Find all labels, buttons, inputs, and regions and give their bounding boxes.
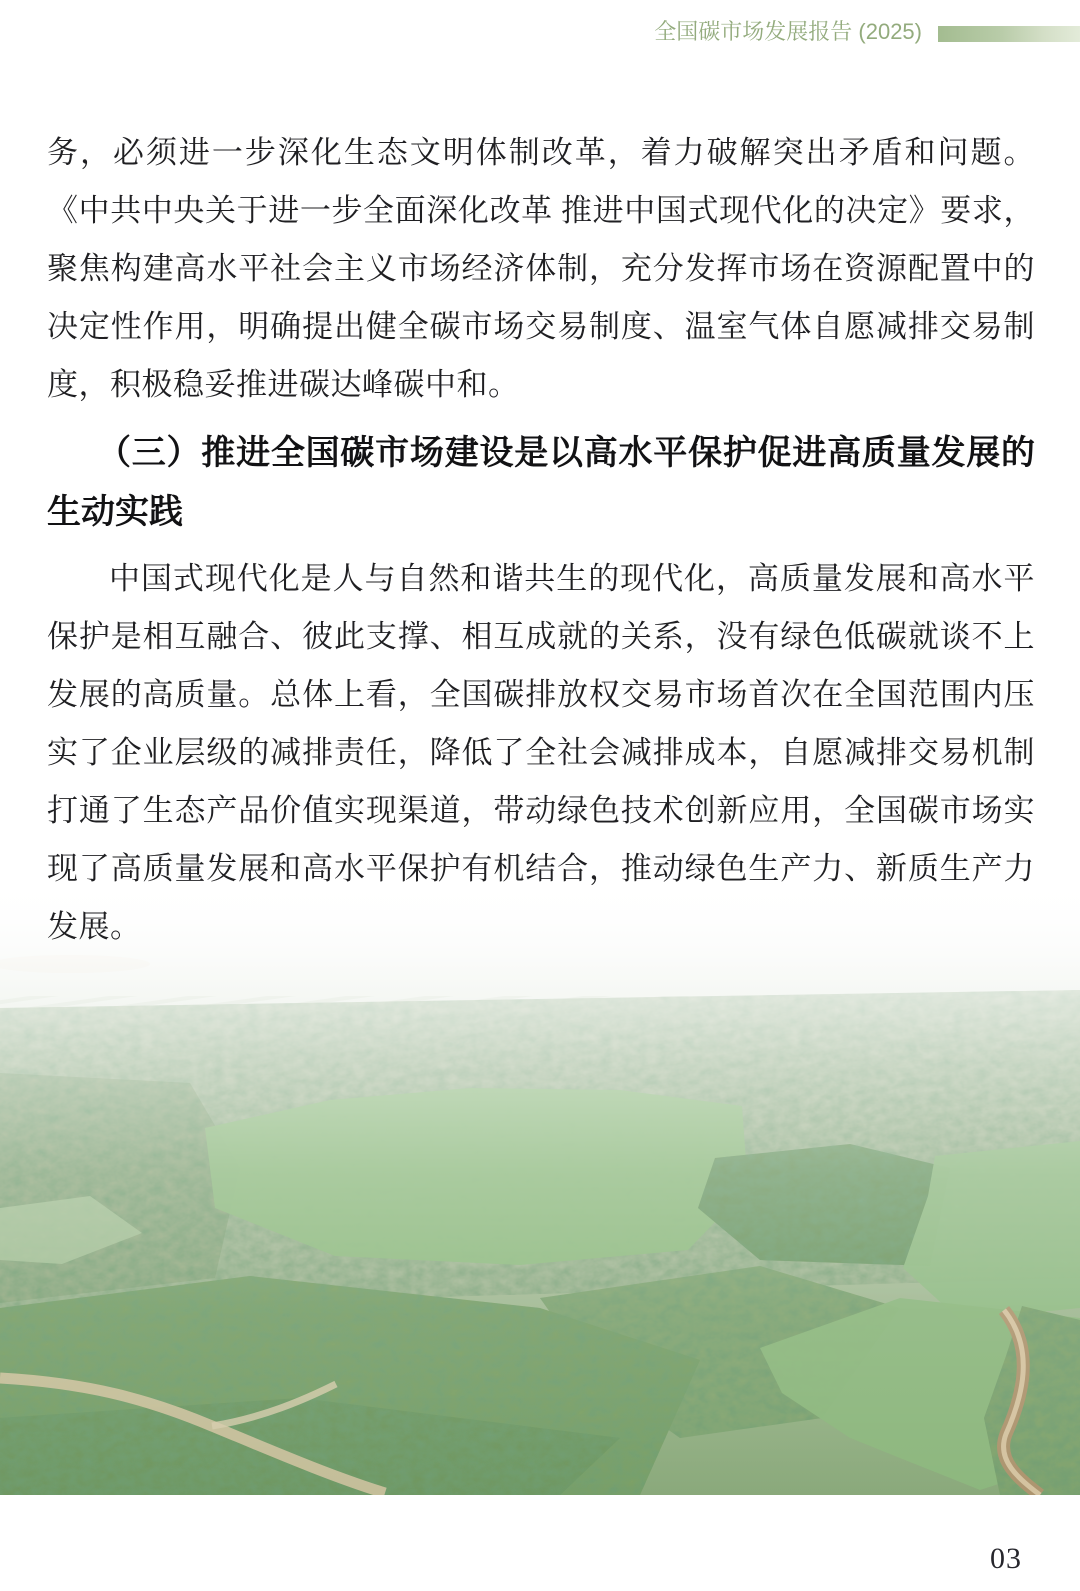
header-accent-bar bbox=[938, 26, 1080, 42]
section-heading: （三）推进全国碳市场建设是以高水平保护促进高质量发展的生动实践 bbox=[47, 434, 1035, 531]
report-title: 全国碳市场发展报告 (2025) bbox=[654, 19, 922, 44]
photo-fog-overlay bbox=[0, 878, 1080, 1495]
page-number: 03 bbox=[990, 1542, 1022, 1575]
paragraph-continuation: 务，必须进一步深化生态文明体制改革，着力破解突出矛盾和问题。《中共中央关于进一步全面深化改革 推进中国式现代化的决定》要求，聚焦构建高水平社会主义市场经济体制，充分发挥市场在资源配置中的决定性作用，明确提出健全碳市场交易制度、温室气体自愿减排交易制度，积极稳妥推进碳达峰碳中和。 bbox=[47, 135, 1035, 402]
aerial-forest-fields-photo bbox=[0, 878, 1080, 1495]
paragraph-body: 中国式现代化是人与自然和谐共生的现代化，高质量发展和高水平保护是相互融合、彼此支撑、相互成就的关系，没有绿色低碳就谈不上发展的高质量。总体上看，全国碳排放权交易市场首次在全国范围内压实了企业层级的减排责任，降低了全社会减排成本，自愿减排交易机制打通了生态产品价值实现渠道，带动绿色技术创新应用，全国碳市场实现了高质量发展和高水平保护有机结合，推动绿色生产力、新质生产力发展。 bbox=[47, 561, 1035, 944]
page-body bbox=[47, 124, 1035, 956]
